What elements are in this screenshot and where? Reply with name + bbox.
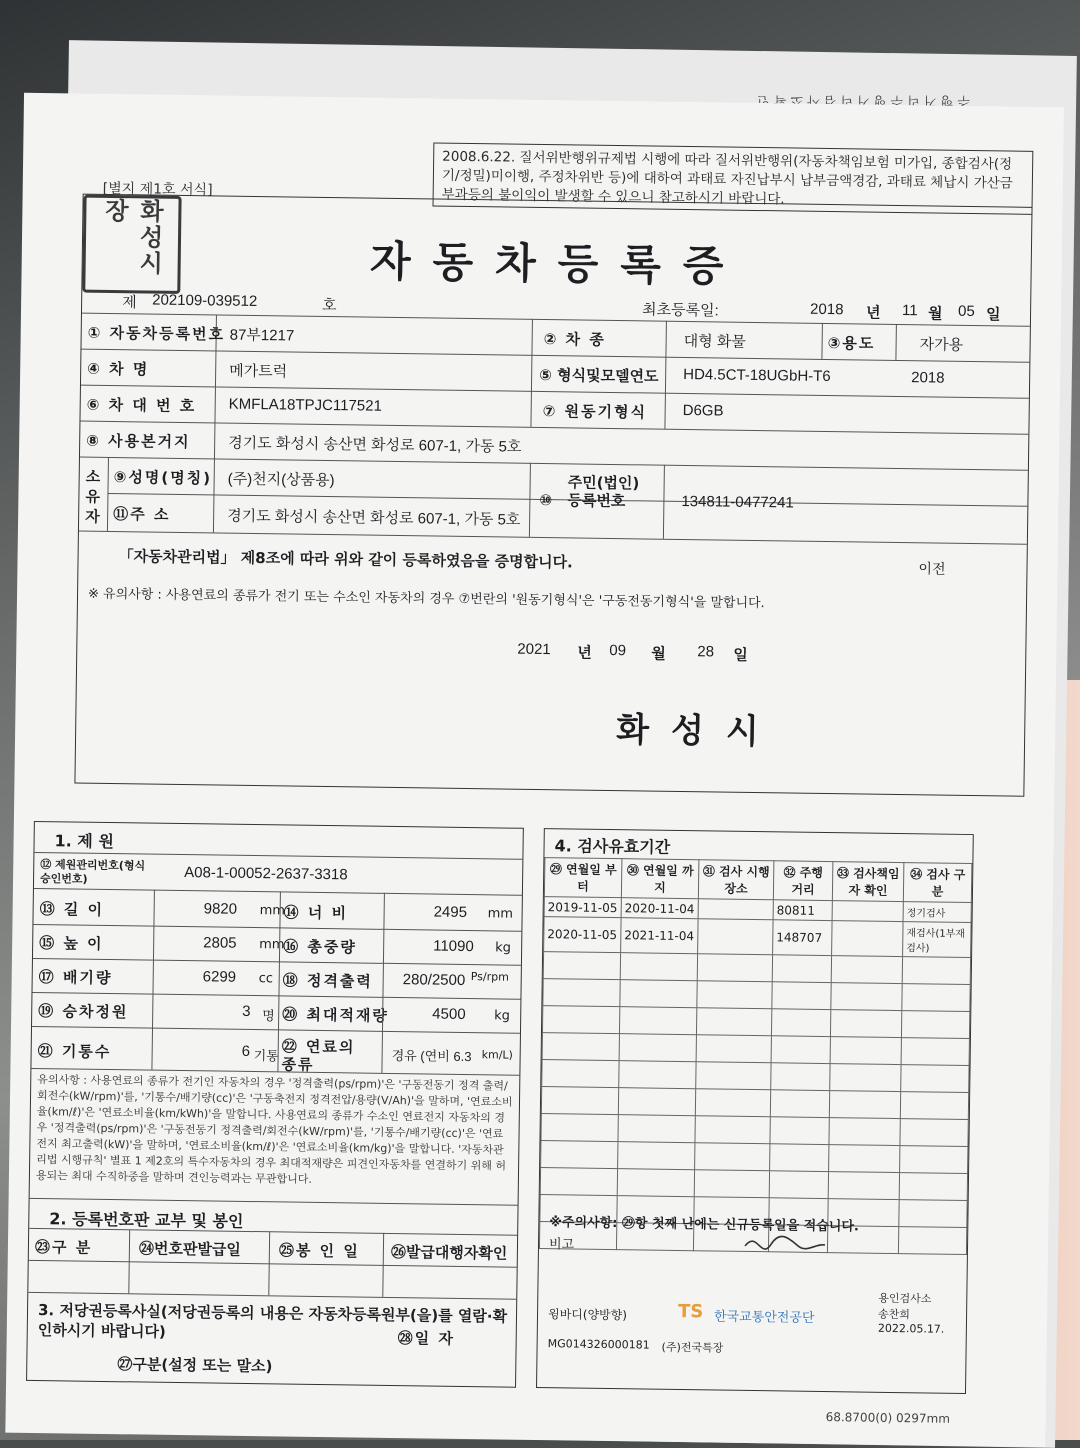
reg-no-prefix: 제 — [122, 294, 137, 312]
notice-box: 2008.6.22. 질서위반행위규제법 시행에 따라 질서위반행위(자동차책임보험 미가입, 종합검사(정기/정밀)미이행, 주정차위반 등)에 대하여 과태료 자진납부시 납부금액경감, 과태료 체납시 가산금부과등의 불이익이 발생할 수 있으니 참고하시기 바랍니다. — [433, 142, 1034, 214]
section3-col-kind: ㉗구분(설정 또는 말소) — [117, 1355, 273, 1376]
remark-label: 비고 — [548, 1237, 575, 1253]
inspection-col-mileage: ㉜ 주행 거리 — [773, 861, 833, 901]
reg-no: 202109-039512 — [152, 291, 258, 311]
section2-header: 2. 등록번호판 교부 및 봉인 — [49, 1209, 244, 1231]
owner-name-label: ⑨성명(명칭) — [113, 468, 213, 488]
kind-value: 대형 화물 — [683, 332, 746, 351]
reg-no-suffix: 호 — [321, 296, 337, 315]
issue-day-unit: 일 — [733, 646, 748, 664]
inspection-section — [536, 828, 974, 1394]
owner-id-label: 주민(법인) 등록번호 — [567, 473, 640, 511]
approval-label: ⑫ 제원관리번호(형식승인번호) — [39, 858, 146, 886]
form-label: [별지 제1호 서식] — [102, 180, 213, 199]
inspection-table — [539, 857, 972, 1255]
spec-length-value: 9820 — [203, 900, 238, 918]
cert-number: MG014326000181 — [547, 1337, 650, 1352]
spec-note: 유의사항 : 사용연료의 종류가 전기인 자동차의 경우 '정격출력(ps/rpm)'은 '구동전동기 정격 출력/회전수(kW/rpm)'를, '기통수/배기량(cc)'은 '구동축전지 정격전압/용량(V/Ah)'을 말하며, '연료소비율(km/ℓ)'은 '연료소비율(km/kWh)'을 말합니다. 사용연료의 종류가 수소인 연료전지 자동차의 경우 '정격출력(ps/rpm)'은 '구동전동기 정격출력/회전수(kW/rpm)'를, '기통수/배기량(cc)'은 '연료전지 최고출력(kW)'을 말하며, '연료소비율(km/ℓ)'은 '연료소비율(km/kg)'을 말합니다. '자동차관리법 시행규칙' 별표 1 제2호의 특수자동차의 경우 최대적재량은 피견인자동차를 연결하기 위해 허용되는 최대 수직하중을 말하며 견인능력과는 무관합니다. — [35, 1073, 513, 1186]
section2-col-plate-date: ㉔번호판발급일 — [138, 1239, 241, 1259]
body-type: 윙바디(양방향) — [547, 1307, 628, 1323]
grid-line — [34, 888, 522, 896]
vin-label: ⑥ 차 대 번 호 — [86, 395, 197, 416]
spec-cylinders-unit: 기통 — [253, 1049, 279, 1065]
spec-seats-unit: 명 — [262, 1009, 275, 1025]
official-seal: 화성시장 — [82, 195, 181, 294]
inspection-place — [698, 899, 773, 920]
grid-line — [33, 958, 521, 966]
name-value: 메가트럭 — [229, 362, 288, 381]
grid-line — [81, 349, 1029, 363]
spec-displacement-label: ⑰ 배기량 — [38, 968, 113, 988]
issuer-name: 화성시 — [615, 710, 782, 753]
model-value: HD4.5CT-18UGbH-T6 — [683, 365, 831, 386]
grid-line — [895, 324, 897, 360]
kind-label: ② 차 종 — [543, 330, 606, 349]
owner-id-value: 134811-0477241 — [681, 492, 794, 512]
inspection-inspector — [832, 901, 903, 922]
base-label: ⑧ 사용본거지 — [86, 431, 191, 452]
spec-displacement-unit: cc — [258, 971, 274, 987]
section2-col-seal-date: ㉕봉 인 일 — [278, 1241, 360, 1261]
spec-length-unit: mm — [259, 903, 286, 919]
grid-line — [30, 1198, 518, 1206]
first-reg-month-unit: 월 — [927, 305, 943, 323]
main-registration-box — [74, 194, 1032, 797]
first-reg-month: 11 — [901, 302, 918, 320]
base-value: 경기도 화성시 송산면 화성로 607-1, 가동 5호 — [228, 434, 522, 456]
inspector-name: 송찬희 — [877, 1307, 911, 1322]
signature — [739, 1226, 829, 1261]
first-reg-day-unit: 일 — [985, 306, 1001, 324]
inspection-type: 정기검사 — [903, 902, 971, 923]
inspection-header: 4. 검사유효기간 — [554, 836, 671, 857]
spec-height-unit: mm — [259, 937, 285, 953]
inspection-col-type: ㉞ 검사 구분 — [903, 863, 972, 903]
section2-col-agent: ㉖발급대행자확인 — [390, 1242, 508, 1263]
spec-power-value: 280/2500 — [402, 971, 466, 989]
table-row — [544, 917, 971, 958]
inspection-to: 2020-11-04 — [621, 898, 698, 919]
engine-value: D6GB — [682, 401, 724, 420]
spec-weight-value: 11090 — [433, 937, 474, 956]
spec-load-value: 4500 — [432, 1005, 466, 1023]
body-maker: (주)전국특장 — [661, 1340, 724, 1355]
first-reg-day: 05 — [957, 302, 975, 321]
owner-addr-label: ⑪주 소 — [113, 505, 171, 524]
inspection-col-inspector: ㉝ 검사책임자 확인 — [832, 862, 904, 902]
spec-height-value: 2805 — [203, 934, 237, 952]
spec-load-label: ⑳ 최대적재량 — [282, 1005, 390, 1025]
inspector-office: 용인검사소 — [878, 1291, 932, 1306]
issue-day: 28 — [697, 643, 715, 661]
plate-label: ① 자동차등록번호 — [87, 323, 226, 344]
issue-month: 09 — [609, 641, 627, 660]
grid-line — [821, 323, 823, 359]
model-label: ⑤ 형식및모델연도 — [539, 365, 659, 386]
spec-length-label: ⑬ 길 이 — [39, 900, 105, 919]
vin-value: KMFLA18TPJC117521 — [228, 395, 382, 415]
grid-line — [530, 319, 533, 427]
engine-label: ⑦ 원동기형식 — [542, 402, 648, 422]
spec-seats-label: ⑲ 승차정원 — [38, 1002, 129, 1022]
spec-cylinders-label: ㉑ 기통수 — [37, 1042, 112, 1062]
inspection-from: 2020-11-05 — [544, 917, 621, 953]
inspection-col-to: ㉚ 연월일 까지 — [621, 859, 699, 899]
spec-width-value: 2495 — [433, 903, 468, 922]
spec-weight-label: ⑯ 총중량 — [283, 937, 357, 957]
certify-text: 「자동차관리법」 제8조에 따라 위와 같이 등록하였음을 증명합니다. — [118, 547, 573, 572]
owner-id-number: ⑩ — [539, 490, 555, 510]
issue-year: 2021 — [517, 640, 551, 659]
use-label: ③용도 — [827, 333, 876, 353]
inspection-col-from: ㉙ 연월일 부터 — [544, 858, 622, 898]
grid-line — [80, 457, 1028, 471]
spec-height-label: ⑮ 높 이 — [39, 934, 104, 953]
section2-col-type: ㉓구 분 — [34, 1238, 93, 1257]
registration-certificate — [5, 93, 1064, 1447]
grid-line — [381, 893, 385, 1073]
grid-line — [151, 890, 155, 1070]
grid-line — [33, 924, 521, 932]
name-label: ④ 차 명 — [87, 359, 150, 379]
section3-col-date: ㉘일 자 — [397, 1329, 456, 1348]
grid-line — [32, 992, 520, 1000]
grid-line — [29, 1228, 517, 1236]
first-reg-year-unit: 년 — [865, 304, 881, 322]
inspection-from: 2019-11-05 — [544, 897, 621, 918]
owner-side-label: 소유자 — [85, 467, 103, 526]
ts-name: 한국교통안전공단 — [713, 1309, 815, 1326]
inspection-place — [698, 919, 773, 955]
spec-fuel-value: 경유 (연비 6.3 — [391, 1047, 472, 1065]
inspection-mileage: 80811 — [773, 900, 832, 921]
spec-section — [26, 821, 524, 1388]
inspection-header-row — [544, 858, 972, 903]
section3-header: 3. 저당권등록사실(저당권등록의 내용은 자동차등록원부(을)를 열람·확인하시기 바랍니다) — [37, 1301, 508, 1341]
spec-width-label: ⑭ 너 비 — [283, 903, 349, 923]
spec-power-label: ⑱ 정격출력 — [282, 971, 373, 991]
owner-addr-value: 경기도 화성시 송산면 화성로 607-1, 가동 5호 — [227, 507, 521, 529]
inspection-mileage: 148707 — [773, 920, 832, 956]
transfer-note: 이전 — [918, 561, 946, 578]
owner-name-value: (주)천지(상품용) — [227, 470, 335, 490]
spec-fuel-unit: km/L) — [481, 1048, 513, 1062]
first-reg-label: 최초등록일: — [641, 301, 719, 320]
inspection-type: 재검사(1부재검사) — [903, 922, 971, 958]
back-sheet-text: 주 행 거 리 주 행 거 리 검 사 소 확 인 — [757, 93, 970, 108]
approval-value: A08-1-00052-2637-3318 — [184, 864, 348, 884]
ts-logo: TS — [677, 1300, 704, 1323]
grid-line — [664, 321, 667, 429]
issue-year-unit: 년 — [577, 644, 592, 662]
spec-weight-unit: kg — [495, 940, 512, 956]
inspection-col-place: ㉛ 검사 시행장소 — [698, 860, 774, 900]
use-value: 자가용 — [919, 336, 964, 354]
document-title: 자동차등록증 — [369, 236, 746, 291]
spec-load-unit: kg — [494, 1008, 511, 1024]
plate-value: 87부1217 — [229, 326, 295, 345]
spec-width-unit: mm — [487, 906, 514, 922]
spec-power-unit: Ps/rpm — [470, 970, 509, 984]
model-year: 2018 — [911, 369, 945, 387]
grid-line — [28, 1292, 516, 1300]
grid-line — [32, 1026, 520, 1034]
first-reg-year: 2018 — [809, 300, 844, 319]
inspection-to: 2021-11-04 — [621, 918, 698, 954]
grid-line — [81, 385, 1029, 399]
spec-displacement-value: 6299 — [202, 968, 237, 986]
size-footer: 68.8700(0) 0297mm — [825, 1410, 951, 1426]
spec-seats-value: 3 — [242, 1002, 251, 1020]
inspector-date: 2022.05.17. — [877, 1321, 945, 1336]
inspection-inspector — [832, 921, 903, 957]
issue-month-unit: 월 — [651, 645, 666, 663]
inspection-remark: ※주의사항: ㉙항 첫째 난에는 신규등록일을 적습니다. — [549, 1215, 859, 1235]
spec-cylinders-value: 6 — [241, 1042, 251, 1060]
grid-line — [79, 531, 1027, 545]
fuel-caution: ※ 유의사항 : 사용연료의 종류가 전기 또는 수소인 자동차의 경우 ⑦번란의 '원동기형식'은 '구동전동기형식'을 말합니다. — [87, 586, 765, 612]
spec-fuel-label: ㉒ 연료의 종류 — [281, 1037, 356, 1074]
grid-line — [80, 421, 1028, 435]
spec-header: 1. 제 원 — [54, 831, 115, 852]
